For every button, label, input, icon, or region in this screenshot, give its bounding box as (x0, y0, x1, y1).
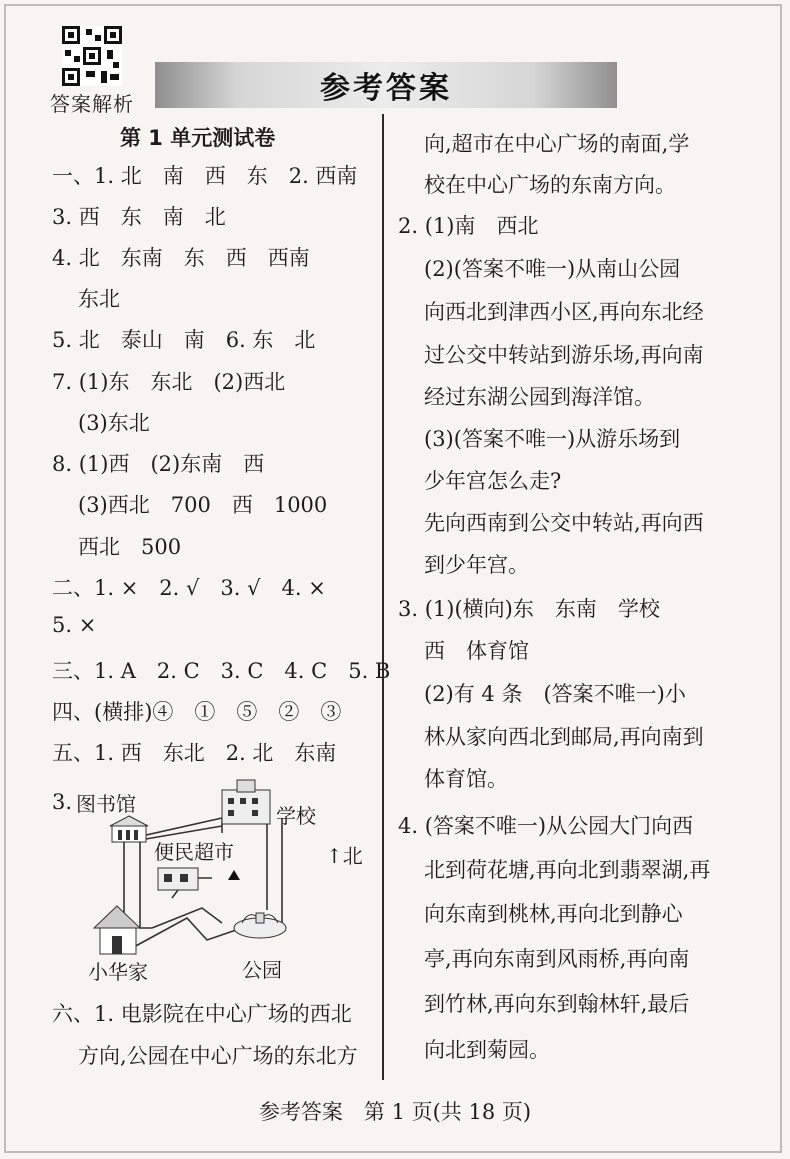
answer-line: 少年宫怎么走? (424, 469, 562, 493)
answer-line: 向西北到津西小区,再向东北经 (424, 300, 704, 324)
answer-line: 二、1. × 2. √ 3. √ 4. × (52, 576, 326, 600)
triangle-marker-icon (228, 870, 240, 880)
answer-line: 2. (1)南 西北 (398, 214, 539, 238)
answer-line: 向东南到桃林,再向北到静心 (424, 902, 683, 926)
answer-line: 3. (1)(横向)东 东南 学校 (398, 597, 660, 621)
answer-line: 5. × (52, 613, 97, 637)
answer-line: (3)西北 700 西 1000 (78, 493, 328, 517)
column-divider (382, 114, 384, 1080)
answer-line: 西北 500 (78, 535, 182, 559)
route-map (72, 778, 372, 984)
banner-title: 参考答案 (320, 71, 452, 106)
supermarket-icon (158, 868, 198, 890)
school-icon (222, 780, 270, 824)
answer-line: 8. (1)西 (2)东南 西 (52, 452, 265, 476)
answer-line: 林从家向西北到邮局,再向南到 (424, 725, 704, 749)
answer-line: 亭,再向东南到风雨桥,再向南 (424, 947, 690, 971)
answer-line: 向,超市在中心广场的南面,学 (424, 132, 690, 156)
answer-line: 过公交中转站到游乐场,再向南 (424, 343, 704, 367)
answer-line: 体育馆。 (424, 767, 508, 791)
qr-code-icon[interactable] (62, 26, 122, 86)
answer-line: (3)(答案不唯一)从游乐场到 (424, 427, 681, 451)
answer-banner (155, 62, 617, 108)
house-icon (94, 906, 140, 954)
answer-line: 到少年宫。 (424, 553, 529, 577)
answer-line: 3. (52, 790, 73, 814)
map-label-park: 公园 (242, 958, 282, 982)
answer-line: 先向西南到公交中转站,再向西 (424, 511, 704, 535)
answer-line: 东北 (78, 287, 120, 311)
answer-line: 方向,公园在中心广场的东北方 (78, 1044, 358, 1068)
answer-line: 三、1. A 2. C 3. C 4. C 5. B (52, 659, 391, 683)
answer-line: 经过东湖公园到海洋馆。 (424, 385, 655, 409)
answer-line: 四、(横排)④ ① ⑤ ② ③ (52, 700, 342, 724)
answer-line: 六、1. 电影院在中心广场的西北 (52, 1002, 352, 1026)
section-title: 第 1 单元测试卷 (120, 126, 276, 150)
map-label-supermarket: 便民超市 (154, 840, 234, 864)
answer-line: 3. 西 东 南 北 (52, 205, 226, 229)
answer-line: (2)(答案不唯一)从南山公园 (424, 257, 681, 281)
answer-line: 5. 北 泰山 南 6. 东 北 (52, 328, 316, 352)
answer-line: (3)东北 (78, 411, 150, 435)
answer-line: 西 体育馆 (424, 639, 529, 663)
answer-line: 向北到菊园。 (424, 1038, 550, 1062)
page-footer: 参考答案 第 1 页(共 18 页) (258, 1100, 532, 1124)
map-label-school: 学校 (276, 804, 316, 828)
qr-label: 答案解析 (50, 92, 134, 116)
answer-line: 7. (1)东 东北 (2)西北 (52, 370, 286, 394)
answer-line: 到竹林,再向东到翰林轩,最后 (424, 992, 690, 1016)
library-icon (110, 816, 148, 842)
answer-line: 五、1. 西 东北 2. 北 东南 (52, 741, 337, 765)
answer-line: 校在中心广场的东南方向。 (424, 173, 676, 197)
answer-line: 北到荷花塘,再向北到翡翠湖,再 (424, 858, 711, 882)
answer-line: 一、1. 北 南 西 东 2. 西南 (52, 164, 358, 188)
map-label-home: 小华家 (88, 960, 148, 984)
answer-line: 4. 北 东南 东 西 西南 (52, 246, 310, 270)
map-label-north: ↑北 (326, 844, 363, 868)
answer-line: 4. (答案不唯一)从公园大门向西 (398, 814, 694, 838)
map-label-library: 图书馆 (76, 792, 136, 816)
answer-line: (2)有 4 条 (答案不唯一)小 (424, 682, 686, 706)
park-icon (234, 913, 286, 938)
